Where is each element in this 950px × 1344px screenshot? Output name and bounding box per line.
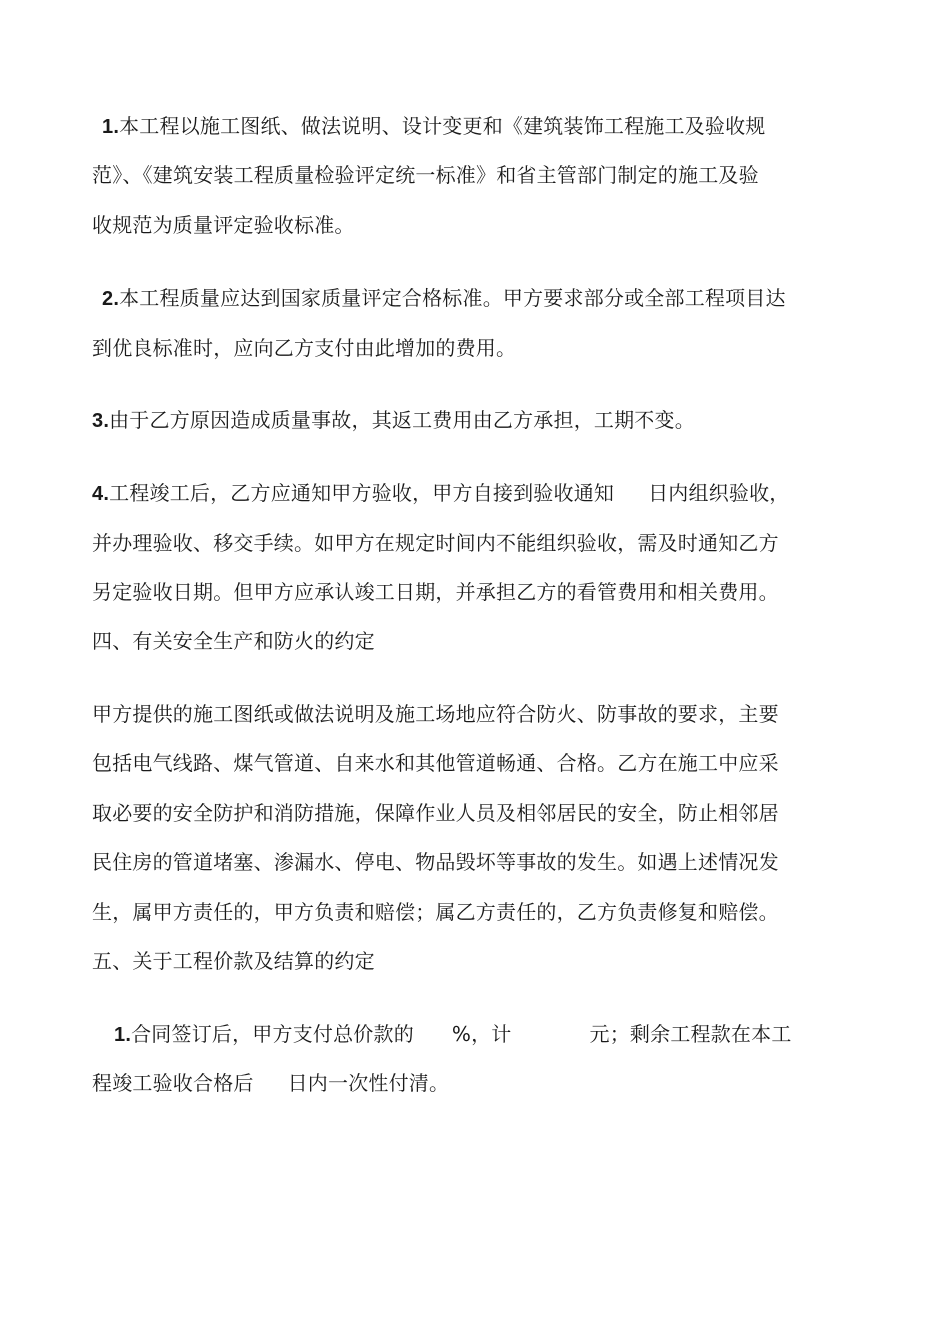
section5-heading (92, 947, 872, 975)
section4-line3 (92, 799, 872, 827)
section4-text-2: 包括电气线路、煤气管道、自来水和其他管道畅通、合格。乙方在施工中应采 (92, 751, 779, 775)
section4-line2 (92, 749, 872, 777)
item4-line3 (92, 578, 872, 606)
item4-line1 (92, 479, 872, 508)
section5-item1-text-1b: %，计 (451, 1022, 512, 1046)
item1-text-1: 本工程以施工图纸、做法说明、设计变更和《建筑装饰工程施工及验收规 (119, 114, 766, 138)
item1-line1 (92, 112, 882, 141)
item4-text-1b: 日内组织验收， (648, 481, 790, 505)
section4-heading (92, 627, 872, 655)
section5-item1-line1 (92, 1020, 894, 1049)
section4-text-5: 生，属甲方责任的，甲方负责和赔偿；属乙方责任的，乙方负责修复和赔偿。 (92, 900, 779, 924)
section4-text-4: 民住房的管道堵塞、渗漏水、停电、物品毁坏等事故的发生。如遇上述情况发 (92, 850, 779, 874)
section4-text-3: 取必要的安全防护和消防措施，保障作业人员及相邻居民的安全，防止相邻居 (92, 801, 779, 825)
item3-number: 3. (92, 410, 110, 432)
section5-item1-text-1c: 元；剩余工程款在本工 (589, 1022, 792, 1046)
item2-text-2: 到优良标准时，应向乙方支付由此增加的费用。 (92, 336, 517, 360)
section5-item1-text-2b: 日内一次性付清。 (287, 1071, 450, 1095)
section4-line5 (92, 898, 872, 926)
item4-number: 4. (92, 483, 110, 505)
section5-item1-number: 1. (114, 1024, 132, 1046)
section5-item1-text-1a: 合同签订后，甲方支付总价款的 (131, 1022, 414, 1046)
item2-text-1: 本工程质量应达到国家质量评定合格标准。甲方要求部分或全部工程项目达 (119, 286, 786, 310)
section5-item1-text-2a: 程竣工验收合格后 (92, 1071, 254, 1095)
section4-heading-text: 四、有关安全生产和防火的约定 (92, 629, 375, 653)
section5-heading-text: 五、关于工程价款及结算的约定 (92, 949, 375, 973)
item4-text-3: 另定验收日期。但甲方应承认竣工日期，并承担乙方的看管费用和相关费用。 (92, 580, 779, 604)
item2-line2 (92, 334, 872, 362)
item2-line1 (92, 284, 882, 313)
item1-line3 (92, 211, 872, 239)
section4-line1 (92, 700, 872, 728)
item4-line2 (92, 529, 872, 557)
item2-number: 2. (102, 288, 120, 310)
section4-line4 (92, 848, 872, 876)
item3-line1 (92, 406, 872, 435)
section5-item1-line2 (92, 1069, 872, 1097)
item4-text-1a: 工程竣工后，乙方应通知甲方验收，甲方自接到验收通知 (109, 481, 615, 505)
item1-line2 (92, 161, 872, 189)
section4-text-1: 甲方提供的施工图纸或做法说明及施工场地应符合防火、防事故的要求，主要 (92, 702, 779, 726)
item3-text-1: 由于乙方原因造成质量事故，其返工费用由乙方承担，工期不变。 (109, 408, 695, 432)
item1-text-2: 范》、《建筑安装工程质量检验评定统一标准》和省主管部门制定的施工及验 (92, 163, 759, 187)
item4-text-2: 并办理验收、移交手续。如甲方在规定时间内不能组织验收，需及时通知乙方 (92, 531, 779, 555)
item1-number: 1. (102, 116, 120, 138)
item1-text-3: 收规范为质量评定验收标准。 (92, 213, 355, 237)
